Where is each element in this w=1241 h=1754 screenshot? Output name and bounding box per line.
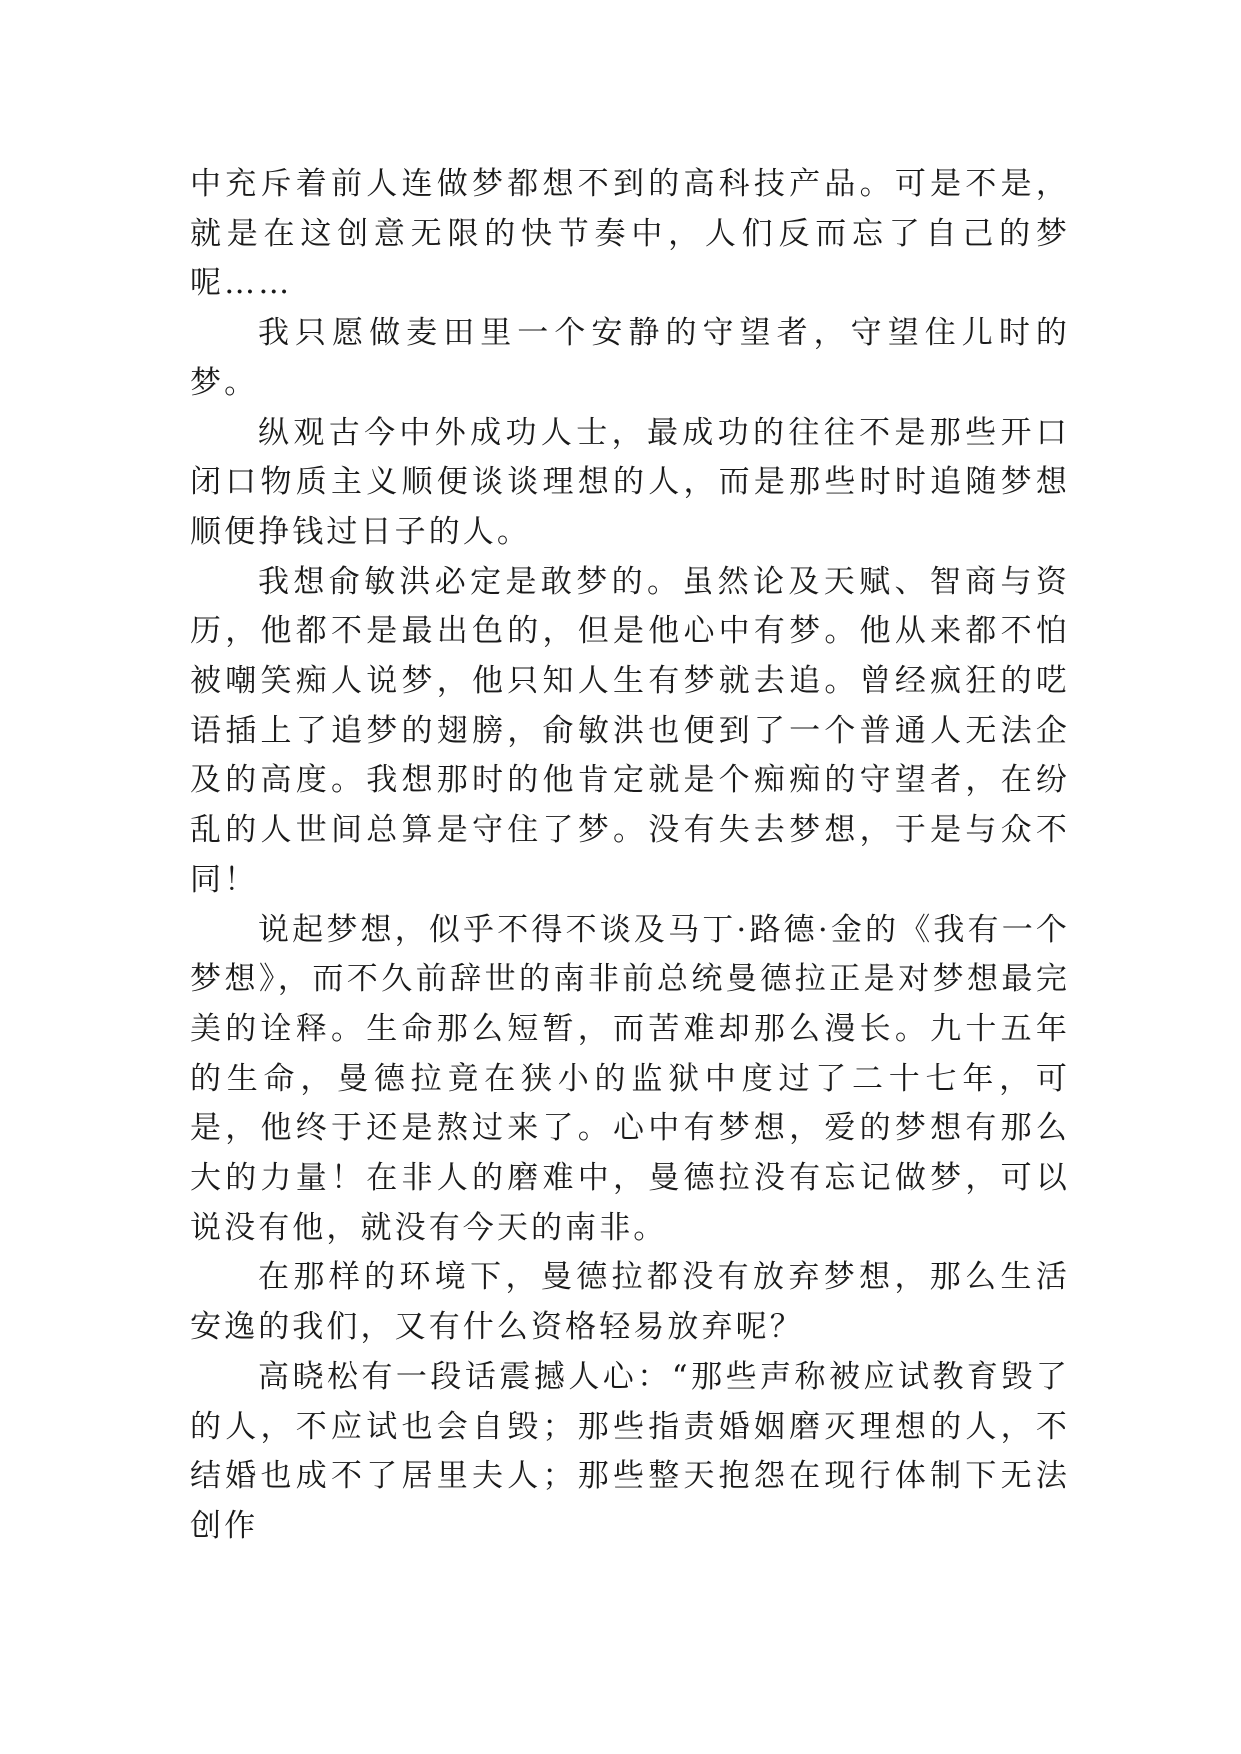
paragraph: 我想俞敏洪必定是敢梦的。虽然论及天赋、智商与资历，他都不是最出色的，但是他心中有梦。他从来都不怕被嘲笑痴人说梦，他只知人生有梦就去追。曾经疯狂的呓语插上了追梦的翅膀，俞敏洪也便到了一个普通人无法企及的高度。我想那时的他肯定就是个痴痴的守望者，在纷乱的人世间总算是守住了梦。没有失去梦想，于是与众不同！ bbox=[190, 563, 1070, 898]
paragraph: 纵观古今中外成功人士，最成功的往往不是那些开口闭口物质主义顺便谈谈理想的人，而是那些时时追随梦想顺便挣钱过日子的人。 bbox=[190, 414, 1070, 550]
paragraph: 中充斥着前人连做梦都想不到的高科技产品。可是不是，就是在这创意无限的快节奏中，人们反而忘了自己的梦呢…… bbox=[190, 166, 1070, 302]
paragraph: 说起梦想，似乎不得不谈及马丁·路德·金的《我有一个梦想》，而不久前辞世的南非前总统曼德拉正是对梦想最完美的诠释。生命那么短暂，而苦难却那么漫长。九十五年的生命，曼德拉竟在狭小的监狱中度过了二十七年，可是，他终于还是熬过来了。心中有梦想，爱的梦想有那么大的力量！在非人的磨难中，曼德拉没有忘记做梦，可以说没有他，就没有今天的南非。 bbox=[190, 911, 1070, 1246]
paragraph: 在那样的环境下，曼德拉都没有放弃梦想，那么生活安逸的我们，又有什么资格轻易放弃呢？ bbox=[190, 1259, 1070, 1346]
paragraph: 我只愿做麦田里一个安静的守望者，守望住儿时的梦。 bbox=[190, 315, 1070, 401]
body-text bbox=[190, 160, 1070, 1552]
paragraph: 高晓松有一段话震撼人心：“那些声称被应试教育毁了的人，不应试也会自毁；那些指责婚姻磨灭理想的人，不结婚也成不了居里夫人；那些整天抱怨在现行体制下无法创作 bbox=[190, 1358, 1070, 1544]
